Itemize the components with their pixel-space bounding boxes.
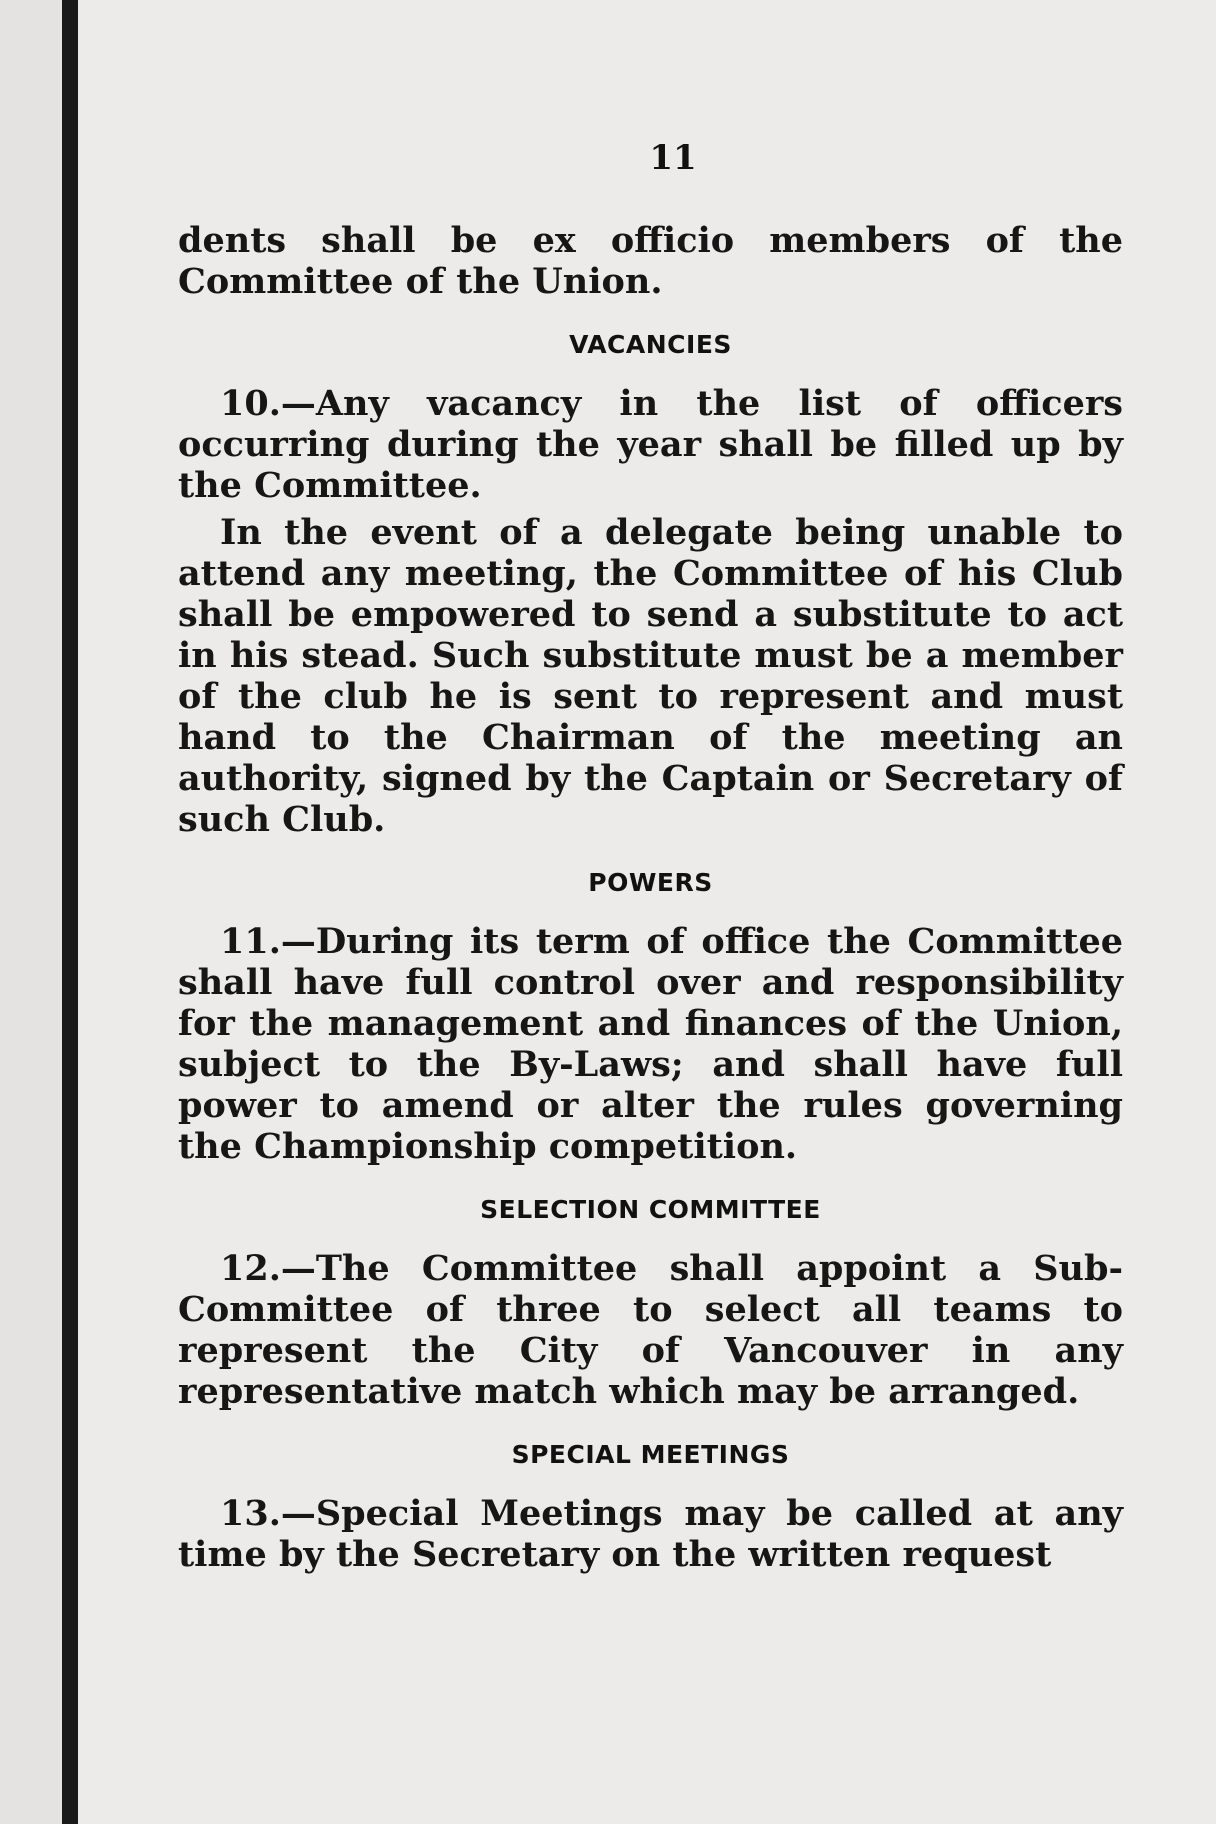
paragraph-12: 12.—The Committee shall appoint a Sub-Committee of three to select all teams to represent the City of Vancouver in any representative match which may be arranged.: [178, 1248, 1123, 1412]
paragraph-10-delegates: In the event of a delegate being unable to attend any meeting, the Committee of his Club shall be empowered to send a substitute to act in his stead. Such substitute must be a member of the club he is sent to represent and must hand to the Chairman of the meeting an authority, signed by the Captain or Secretary of such Club.: [178, 512, 1123, 840]
paragraph-10: 10.—Any vacancy in the list of officers occurring during the year shall be filled up by the Committee.: [178, 383, 1123, 506]
heading-special-meetings: SPECIAL MEETINGS: [511, 1440, 790, 1469]
paragraph-continued: dents shall be ex officio members of the Committee of the Union.: [178, 220, 1123, 302]
heading-vacancies: VACANCIES: [569, 330, 732, 359]
paragraph-11: 11.—During its term of office the Committee shall have full control over and responsibility for the management and finances of the Union, subject to the By-Laws; and shall have full power to amend or alter the rules governing the Championship competition.: [178, 921, 1123, 1167]
heading-selection-committee: SELECTION COMMITTEE: [480, 1195, 821, 1224]
page-body: [178, 220, 1123, 1575]
book-spine: [62, 0, 78, 1824]
page-number: 11: [649, 138, 697, 178]
book-page: [78, 0, 1216, 1824]
paragraph-13: 13.—Special Meetings may be called at any time by the Secretary on the written request: [178, 1493, 1123, 1575]
facing-page-edge: [0, 0, 62, 1824]
heading-powers: POWERS: [588, 868, 713, 897]
